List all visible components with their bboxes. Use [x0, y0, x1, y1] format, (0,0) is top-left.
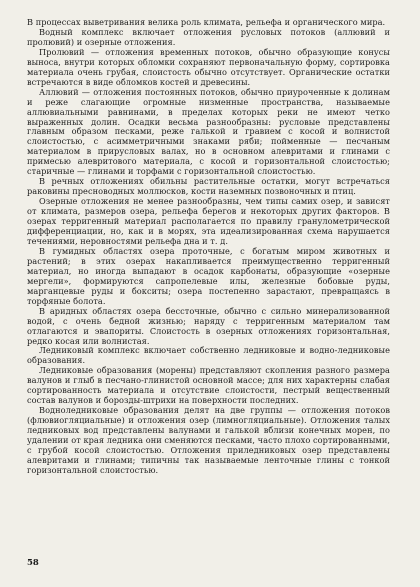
paragraph-moraines: Ледниковые образования (морены) представляют скопления разного размера валунов и глыб в песчано-глинистой основной массе; для них характерны слабая сортированность материала и отсутствие слоистости, пестрый вещественный состав валунов и борозды-штрихи на поверхности последних.: [27, 365, 390, 406]
paragraph-arid-lakes: В аридных областях озера бессточные, обычно с сильно минерализованной водой, с очень бедной жизнью; наряду с терригенным материалом там отлагаются и эвапориты. Слоистость в озерных отложениях горизонтальная, редко косая или волнистая.: [27, 305, 390, 346]
page-number: 58: [27, 558, 39, 568]
paragraph-glacial-complex: Ледниковый комплекс включает собственно ледниковые и водно-ледниковые образования.: [27, 345, 390, 366]
paragraph-proluvium: Пролювий — отложения временных потоков, обычно образующие конусы выноса, внутри которых обломки сохраняют первоначальную форму, сортировка материала очень грубая, слоистость обычно отсутствует. Органические остатки встречаются в виде обломков костей и древесины.: [27, 46, 390, 87]
paragraph-water-complex: Водный комплекс включает отложения русловых потоков (аллювий и пролювий) и озерные отложения.: [27, 26, 390, 47]
paragraph-fluvioglacial: Водноледниковые образования делят на две группы — отложения потоков (флювиогляциальные) и отложения озер (лимногляциальные). Отложения талых ледниковых вод представлены валунами и галькой вблизи конечных морен, по удалении от края ледника они сменяются песками, часто плохо сортированными, с грубой косой слоистостью. Отложения приледниковых озер представлены алевритами и глинами; типичны так называемые ленточные глины с тонкой горизонтальной слоистостью.: [27, 405, 390, 475]
paragraph-lake-deposits: Озерные отложения не менее разнообразны, чем типы самих озер, и зависят от климата, размеров озера, рельефа берегов и некоторых других факторов. В озерах терригенный материал располагается по правилу гранулометрической дифференциации, но, как и в морях, эта идеализированная схема нарушается течениями, неровностями рельефа дна и т. д.: [27, 196, 390, 246]
paragraph-alluvium: Аллювий — отложения постоянных потоков, обычно приуроченные к долинам и реже слагающие огромные низменные пространства, называемые аллювиальными равнинами, в пределах которых реки не имеют четко выраженных долин. Осадки весьма разнообразны: русловые представлены главным образом песками, реже галькой и гравием с косой и волнистой слоистостью, с асимметричными знаками ряби; пойменные — песчаным материалом в прирусловых валах, но в основном алевритами и глинами с примесью алевритового материала, с косой и горизонтальной слоистостью; старичные — глинами и торфами с горизонтальной слоистостью.: [27, 86, 390, 177]
paragraph-river-remains: В речных отложениях обильны растительные остатки, могут встречаться раковины пресноводных моллюсков, кости наземных позвоночных и птиц.: [27, 176, 390, 197]
paragraph-weathering: В процессах выветривания велика роль климата, рельефа и органического мира.: [27, 17, 386, 27]
paragraph-humid-lakes: В гумидных областях озера проточные, с богатым миром животных и растений; в этих озерах накапливается преимущественно терригенный материал, но иногда выпадают в осадок карбонаты, образующие «озерные мергели», формируются сапропелевые илы, железные бобовые руды, марганцевые руды и бокситы; озера постепенно зарастают, превращаясь в торфяные болота.: [27, 245, 390, 306]
